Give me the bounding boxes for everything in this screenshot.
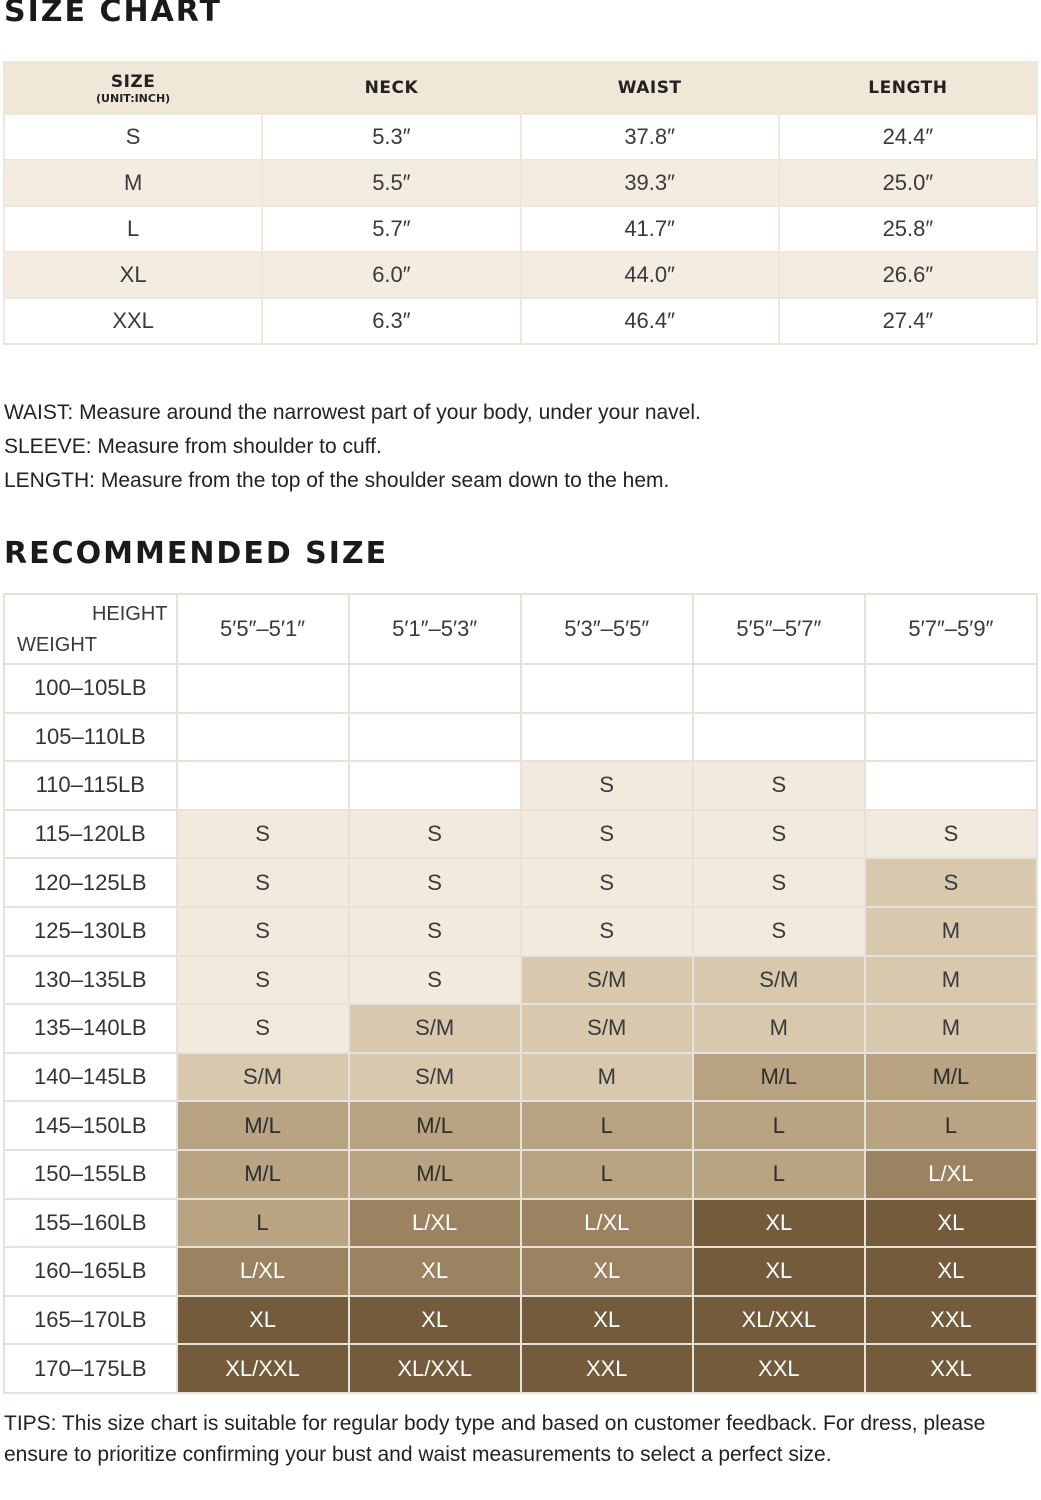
size-cell: S (865, 810, 1037, 859)
size-chart-cell-size: XL (4, 252, 262, 298)
size-cell (177, 761, 349, 810)
corner-cell (4, 594, 177, 664)
height-header: 5′5″–5′7″ (693, 594, 865, 664)
table-row (4, 858, 1037, 907)
table-row (4, 1053, 1037, 1102)
size-cell: S/M (693, 956, 865, 1005)
size-cell (177, 664, 349, 713)
tips-key: TIPS: (4, 1412, 57, 1435)
size-cell: S (349, 810, 521, 859)
size-cell: XL (693, 1247, 865, 1296)
recommended-size-table (3, 593, 1038, 1394)
weight-label: 120–125LB (4, 858, 177, 907)
size-cell: S (521, 858, 693, 907)
size-cell: XL (865, 1199, 1037, 1248)
table-row (4, 160, 1037, 206)
size-cell: XL (521, 1247, 693, 1296)
table-row (4, 206, 1037, 252)
weight-label: 135–140LB (4, 1004, 177, 1053)
size-cell: L/XL (177, 1247, 349, 1296)
size-cell: XL/XXL (177, 1344, 349, 1393)
weight-label: 150–155LB (4, 1150, 177, 1199)
height-header: 5′3″–5′5″ (521, 594, 693, 664)
size-cell: XL/XXL (693, 1296, 865, 1345)
size-cell: M/L (177, 1150, 349, 1199)
size-cell: L/XL (349, 1199, 521, 1248)
size-cell: M (865, 907, 1037, 956)
size-cell (349, 761, 521, 810)
size-cell: XL (521, 1296, 693, 1345)
size-cell: XL/XXL (349, 1344, 521, 1393)
size-chart-cell-neck: 6.0″ (262, 252, 520, 298)
note-key: SLEEVE: (4, 435, 92, 458)
size-cell: S (521, 761, 693, 810)
size-cell (349, 664, 521, 713)
size-chart-cell-length: 25.0″ (779, 160, 1037, 206)
size-cell: S (349, 956, 521, 1005)
size-chart-cell-waist: 46.4″ (521, 298, 779, 344)
note-text: Measure around the narrowest part of your body, under your navel. (73, 401, 701, 424)
size-cell: XL (177, 1296, 349, 1345)
weight-label: 165–170LB (4, 1296, 177, 1345)
size-cell: S (521, 907, 693, 956)
size-chart-table (3, 61, 1038, 345)
size-chart-header-row (4, 62, 1037, 114)
size-chart-cell-size: M (4, 160, 262, 206)
size-cell: L (521, 1101, 693, 1150)
note-text: Measure from shoulder to cuff. (91, 435, 382, 458)
size-cell: L (177, 1199, 349, 1248)
size-chart-cell-neck: 5.7″ (262, 206, 520, 252)
note-text: Measure from the top of the shoulder seam down to the hem. (95, 469, 670, 492)
weight-label: 100–105LB (4, 664, 177, 713)
tips-text: This size chart is suitable for regular body type and based on customer feedback. For dress, please ensure to prioritize confirming your bust and waist measurements to select a perfect size. (4, 1412, 986, 1466)
table-row (4, 956, 1037, 1005)
weight-label: 140–145LB (4, 1053, 177, 1102)
size-chart-cell-waist: 41.7″ (521, 206, 779, 252)
header-size-label: SIZE (110, 71, 156, 92)
table-row (4, 1004, 1037, 1053)
size-cell: L/XL (521, 1199, 693, 1248)
size-cell (177, 713, 349, 762)
size-cell: S (693, 858, 865, 907)
note-line (4, 430, 701, 464)
weight-label: 105–110LB (4, 713, 177, 762)
size-cell: S/M (521, 956, 693, 1005)
size-cell: XXL (865, 1344, 1037, 1393)
table-row (4, 907, 1037, 956)
table-row (4, 1101, 1037, 1150)
height-header: 5′1″–5′3″ (349, 594, 521, 664)
height-header: 5′7″–5′9″ (865, 594, 1037, 664)
weight-label: 145–150LB (4, 1101, 177, 1150)
table-row (4, 761, 1037, 810)
size-cell: S (693, 810, 865, 859)
weight-label: 160–165LB (4, 1247, 177, 1296)
measurement-notes (4, 396, 701, 498)
recommended-size-title: RECOMMENDED SIZE (4, 536, 389, 571)
note-key: LENGTH: (4, 469, 96, 492)
size-cell: L/XL (865, 1150, 1037, 1199)
size-cell: XL (865, 1247, 1037, 1296)
size-cell: XL (693, 1199, 865, 1248)
header-neck: NECK (262, 62, 520, 114)
size-chart-cell-length: 26.6″ (779, 252, 1037, 298)
size-cell: S (693, 761, 865, 810)
size-cell: XL (349, 1247, 521, 1296)
recommended-header-row (4, 594, 1037, 664)
size-cell: M/L (349, 1150, 521, 1199)
table-row (4, 1296, 1037, 1345)
size-cell (521, 664, 693, 713)
table-row (4, 298, 1037, 344)
size-cell: XXL (865, 1296, 1037, 1345)
size-cell: L (693, 1150, 865, 1199)
table-row (4, 1344, 1037, 1393)
size-cell (693, 664, 865, 713)
size-chart-cell-size: XXL (4, 298, 262, 344)
table-row (4, 1150, 1037, 1199)
size-cell: L (521, 1150, 693, 1199)
size-cell: S (349, 907, 521, 956)
note-line (4, 464, 701, 498)
size-cell (865, 713, 1037, 762)
size-cell (349, 713, 521, 762)
size-cell: S (521, 810, 693, 859)
size-cell: M/L (865, 1053, 1037, 1102)
size-cell: S (177, 810, 349, 859)
size-cell: L (865, 1101, 1037, 1150)
tips-note (4, 1408, 1034, 1470)
table-row (4, 810, 1037, 859)
size-cell: S/M (349, 1004, 521, 1053)
header-waist: WAIST (521, 62, 779, 114)
weight-label: 155–160LB (4, 1199, 177, 1248)
weight-label: 115–120LB (4, 810, 177, 859)
size-chart-cell-size: S (4, 114, 262, 160)
size-cell: S (693, 907, 865, 956)
size-chart-cell-length: 24.4″ (779, 114, 1037, 160)
note-key: WAIST: (4, 401, 74, 424)
size-cell: S (177, 858, 349, 907)
size-cell: S (177, 907, 349, 956)
size-cell: XXL (521, 1344, 693, 1393)
size-cell: S (865, 858, 1037, 907)
table-row (4, 713, 1037, 762)
size-cell: XXL (693, 1344, 865, 1393)
size-cell: S/M (521, 1004, 693, 1053)
size-chart-cell-size: L (4, 206, 262, 252)
size-cell: M (521, 1053, 693, 1102)
size-cell: S/M (349, 1053, 521, 1102)
size-cell: M (693, 1004, 865, 1053)
header-unit-label: (UNIT:INCH) (96, 91, 171, 105)
table-row (4, 1199, 1037, 1248)
weight-label: 125–130LB (4, 907, 177, 956)
size-cell: M (865, 1004, 1037, 1053)
size-cell: S (177, 1004, 349, 1053)
size-chart-cell-neck: 6.3″ (262, 298, 520, 344)
corner-height-label: HEIGHT (91, 603, 168, 625)
size-chart-cell-waist: 37.8″ (521, 114, 779, 160)
size-chart-cell-length: 27.4″ (779, 298, 1037, 344)
size-cell: M/L (177, 1101, 349, 1150)
size-cell: M/L (693, 1053, 865, 1102)
size-cell (521, 713, 693, 762)
size-cell (865, 664, 1037, 713)
size-chart-cell-neck: 5.3″ (262, 114, 520, 160)
height-header: 5′5″–5′1″ (177, 594, 349, 664)
table-row (4, 1247, 1037, 1296)
size-cell: M (865, 956, 1037, 1005)
weight-label: 170–175LB (4, 1344, 177, 1393)
size-cell: M/L (349, 1101, 521, 1150)
weight-label: 130–135LB (4, 956, 177, 1005)
size-cell: S/M (177, 1053, 349, 1102)
size-chart-cell-waist: 44.0″ (521, 252, 779, 298)
header-size (4, 62, 262, 114)
header-length: LENGTH (779, 62, 1037, 114)
size-chart-cell-length: 25.8″ (779, 206, 1037, 252)
size-cell: S (349, 858, 521, 907)
size-chart-title: SIZE CHART (4, 0, 223, 29)
corner-weight-label: WEIGHT (17, 634, 97, 656)
note-line (4, 396, 701, 430)
table-row (4, 114, 1037, 160)
weight-label: 110–115LB (4, 761, 177, 810)
size-chart-cell-neck: 5.5″ (262, 160, 520, 206)
size-cell: S (177, 956, 349, 1005)
size-cell: L (693, 1101, 865, 1150)
size-chart-cell-waist: 39.3″ (521, 160, 779, 206)
table-row (4, 252, 1037, 298)
table-row (4, 664, 1037, 713)
size-cell (693, 713, 865, 762)
size-cell: XL (349, 1296, 521, 1345)
size-cell (865, 761, 1037, 810)
